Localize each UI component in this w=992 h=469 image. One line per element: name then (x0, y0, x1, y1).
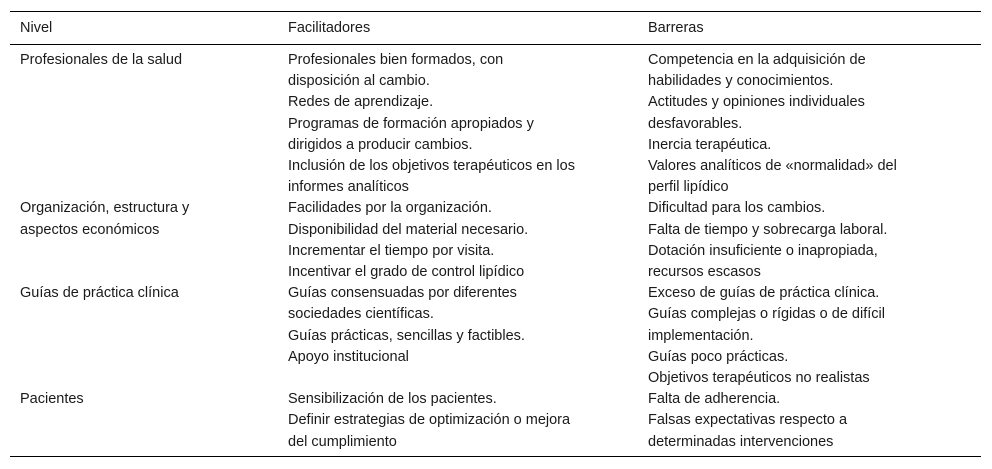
cell-line: implementación. (648, 327, 754, 344)
table-header (10, 12, 981, 45)
cell-barreras (638, 283, 981, 389)
cell-line: Exceso de guías de práctica clínica. (648, 285, 880, 302)
cell-line: Competencia en la adquisición de (648, 52, 866, 68)
cell-line: determinadas intervenciones (648, 433, 834, 450)
cell-barreras (638, 198, 981, 283)
cell-line: dirigidos a producir cambios. (288, 136, 473, 153)
header-row (10, 12, 981, 45)
cell-line: del cumplimiento (288, 433, 397, 450)
cell-line: Incentivar el grado de control lipídico (288, 264, 525, 281)
cell-line: aspectos económicos (20, 221, 160, 238)
cell-line: Organización, estructura y (20, 200, 190, 217)
table-row (10, 198, 981, 283)
cell-line: Apoyo institucional (288, 348, 409, 365)
cell-line: Pacientes (20, 391, 84, 408)
cell-line: Programas de formación apropiados y (288, 115, 534, 132)
cell-line: Valores analíticos de «normalidad» del (648, 158, 897, 175)
table-row (10, 45, 981, 199)
cell-nivel (10, 283, 278, 389)
cell-line: Profesionales bien formados, con (288, 52, 504, 68)
table-body (10, 45, 981, 457)
cell-line: Sensibilización de los pacientes. (288, 391, 497, 408)
cell-line: informes analíticos (288, 179, 409, 196)
cell-line: Dificultad para los cambios. (648, 200, 826, 217)
cell-line: Guías consensuadas por diferentes (288, 285, 517, 302)
cell-barreras (638, 45, 981, 199)
cell-line: Inercia terapéutica. (648, 136, 772, 153)
cell-facilitadores (278, 198, 638, 283)
cell-line: Disponibilidad del material necesario. (288, 221, 529, 238)
cell-line: Falta de tiempo y sobrecarga laboral. (648, 221, 888, 238)
cell-nivel (10, 198, 278, 283)
cell-line: Definir estrategias de optimización o mejora (288, 412, 571, 429)
header-barreras: Barreras (648, 20, 704, 36)
facilitators-barriers-table-container (10, 11, 981, 457)
cell-line: disposición al cambio. (288, 73, 430, 90)
cell-line: Falta de adherencia. (648, 391, 781, 408)
cell-facilitadores (278, 45, 638, 199)
cell-facilitadores (278, 283, 638, 389)
cell-line: Falsas expectativas respecto a (648, 412, 848, 429)
cell-line: Objetivos terapéuticos no realistas (648, 370, 870, 387)
cell-line: Incrementar el tiempo por visita. (288, 242, 495, 259)
cell-facilitadores (278, 389, 638, 456)
facilitators-barriers-table (10, 11, 981, 457)
cell-line: Dotación insuficiente o inapropiada, (648, 242, 878, 259)
cell-line: Guías prácticas, sencillas y factibles. (288, 327, 525, 344)
cell-line: Actitudes y opiniones individuales (648, 94, 865, 111)
cell-line: Inclusión de los objetivos terapéuticos en los (288, 158, 575, 175)
header-nivel: Nivel (20, 20, 53, 36)
cell-line: Guías de práctica clínica (20, 285, 179, 302)
cell-nivel (10, 45, 278, 199)
cell-line: Facilidades por la organización. (288, 200, 492, 217)
table-row (10, 283, 981, 389)
cell-line: Guías poco prácticas. (648, 348, 789, 365)
cell-line: Redes de aprendizaje. (288, 94, 434, 111)
header-facilitadores: Facilitadores (288, 20, 371, 36)
cell-line: Guías complejas o rígidas o de difícil (648, 306, 885, 323)
cell-line: habilidades y conocimientos. (648, 73, 834, 90)
cell-line: sociedades científicas. (288, 306, 434, 323)
cell-line: perfil lipídico (648, 179, 729, 196)
table-row (10, 389, 981, 456)
cell-barreras (638, 389, 981, 456)
cell-line: Profesionales de la salud (20, 52, 183, 68)
cell-line: desfavorables. (648, 115, 743, 132)
cell-nivel (10, 389, 278, 456)
cell-line: recursos escasos (648, 264, 761, 281)
